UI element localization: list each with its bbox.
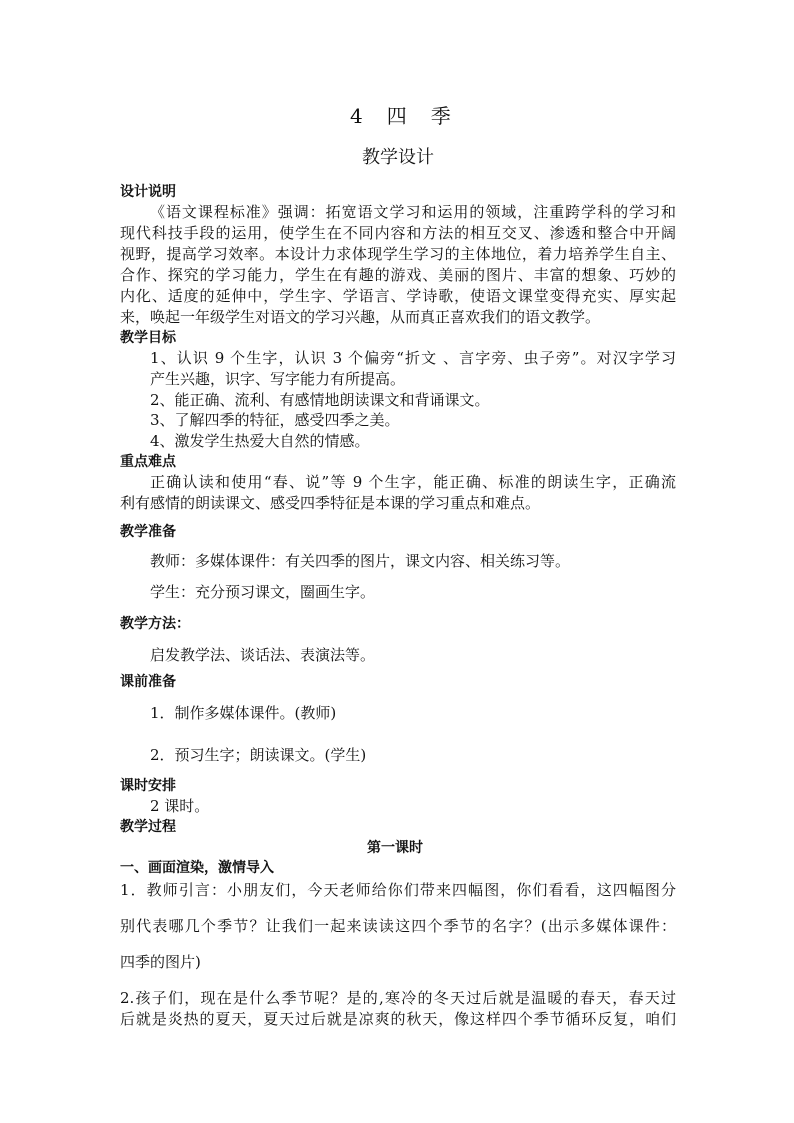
goals-line: 产生兴趣，识字、写字能力有所提高。	[150, 370, 406, 388]
goals-line: 4、激发学生热爱大自然的情感。	[150, 432, 370, 450]
goals-heading: 教学目标	[120, 330, 176, 346]
design-note-line: 内化、适度的延伸中，学生字、学语言、学诗歌，使语文课堂变得充实、厚实起	[120, 287, 676, 305]
design-note-line: 现代科技手段的运用，使学生在不同内容和方法的相互交叉、渗透和整合中开阔	[120, 224, 676, 242]
schedule-text: 2 课时。	[150, 797, 210, 815]
process-line: 1．教师引言：小朋友们，今天老师给你们带来四幅图，你们看看，这四幅图分	[120, 881, 676, 899]
lesson-heading: 第一课时	[367, 840, 423, 856]
pre-class-heading: 课前准备	[120, 674, 176, 690]
goals-line: 1、认识 9 个生字，认识 3 个偏旁“折文 、言字旁、虫子旁”。对汉字学习	[150, 349, 676, 367]
page-subtitle: 教学设计	[362, 147, 434, 168]
goals-line: 2、能正确、流利、有感情地朗读课文和背诵课文。	[150, 391, 490, 409]
key-points-line: 正确认读和使用“春、说”等 9 个生字，能正确、标准的朗读生字，正确流	[150, 473, 676, 491]
methods-text: 启发教学法、谈话法、表演法等。	[150, 646, 376, 664]
methods-heading: 教学方法：	[120, 616, 190, 632]
design-note-line: 《语文课程标准》强调：拓宽语文学习和运用的领域，注重跨学科的学习和	[150, 203, 676, 221]
pre-class-item: 1．制作多媒体课件。(教师)	[150, 704, 337, 722]
key-points-heading: 重点难点	[120, 454, 176, 470]
pre-class-item: 2．预习生字；朗读课文。(学生)	[150, 746, 367, 764]
process-line: 四季的图片)	[120, 953, 201, 971]
process-heading: 教学过程	[120, 819, 176, 835]
design-note-line: 视野，提高学习效率。本设计力求体现学生学习的主体地位，着力培养学生自主、	[120, 245, 676, 263]
design-note-line: 合作、探究的学习能力，学生在有趣的游戏、美丽的图片、丰富的想象、巧妙的	[120, 266, 676, 284]
prep-teacher: 教师：多媒体课件：有关四季的图片，课文内容、相关练习等。	[150, 552, 571, 570]
process-line: 别代表哪几个季节？让我们一起来读读这四个季节的名字？(出示多媒体课件：	[120, 917, 676, 935]
process-line: 后就是炎热的夏天，夏天过后就是凉爽的秋天，像这样四个季节循环反复，咱们	[120, 1010, 676, 1028]
schedule-heading: 课时安排	[120, 778, 176, 794]
goals-line: 3、了解四季的特征，感受四季之美。	[150, 411, 400, 429]
prep-heading: 教学准备	[120, 524, 176, 540]
process-line: 2.孩子们，现在是什么季节呢？是的,寒冷的冬天过后就是温暖的春天，春天过	[120, 989, 676, 1007]
design-note-line: 来，唤起一年级学生对语文的学习兴趣，从而真正喜欢我们的语文教学。	[120, 308, 601, 326]
design-note-heading: 设计说明	[120, 184, 176, 200]
page-title: 4 四 季	[350, 104, 453, 128]
prep-student: 学生：充分预习课文，圈画生字。	[150, 583, 376, 601]
part1-heading: 一、画面渲染，激情导入	[120, 860, 274, 876]
key-points-line: 利有感情的朗读课文、感受四季特征是本课的学习重点和难点。	[120, 494, 541, 512]
